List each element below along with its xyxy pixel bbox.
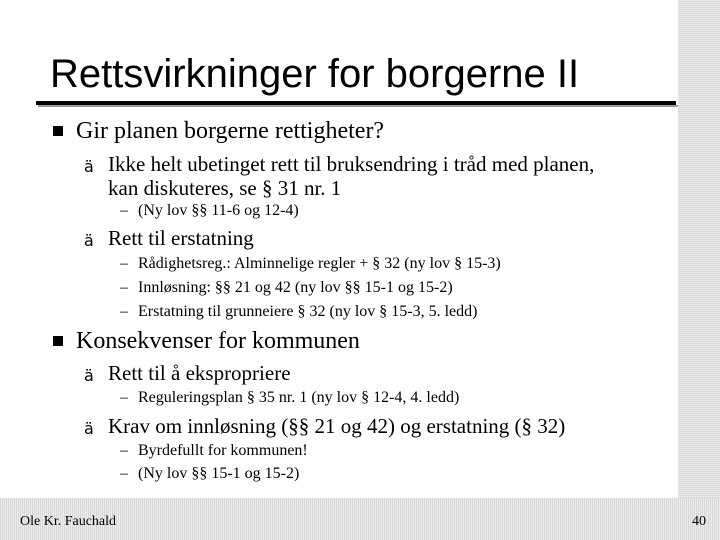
arrow-bullet-icon: ä	[84, 157, 94, 176]
bullet-rett-til-erstatning: Rett til erstatning	[108, 226, 254, 250]
page-number: 40	[692, 514, 706, 529]
bullet-rett-til-ekspropriere: Rett til å ekspropriere	[108, 361, 291, 385]
square-bullet-icon	[53, 336, 63, 346]
bullet-konsekvenser: Konsekvenser for kommunen	[76, 328, 360, 354]
sub-bullet-radighetsreg: Rådighetsreg.: Alminnelige regler + § 32 (ny lov § 15-3)	[138, 255, 501, 272]
bullet-gir-planen: Gir planen borgerne rettigheter?	[76, 118, 385, 144]
square-bullet-icon	[53, 126, 63, 136]
sub-bullet-innlosning: Innløsning: §§ 21 og 42 (ny lov §§ 15-1 og 15-2)	[138, 279, 453, 296]
slide-title: Rettsvirkninger for borgerne II	[50, 52, 580, 96]
arrow-bullet-icon: ä	[84, 231, 94, 250]
dash-bullet-icon: –	[120, 202, 128, 219]
arrow-bullet-icon: ä	[84, 366, 94, 385]
decorative-side-band	[678, 0, 720, 498]
dash-bullet-icon: –	[120, 389, 128, 406]
bullet-bruksendring-line2: kan diskuteres, se § 31 nr. 1	[108, 176, 342, 200]
sub-bullet-erstatning-grunneiere: Erstatning til grunneiere § 32 (ny lov § 15-3, 5. ledd)	[138, 303, 478, 320]
bullet-bruksendring-line1: Ikke helt ubetinget rett til bruksendring i tråd med planen,	[108, 152, 595, 176]
sub-bullet-ny-lov-11-6: (Ny lov §§ 11-6 og 12-4)	[138, 202, 299, 219]
dash-bullet-icon: –	[120, 303, 128, 320]
dash-bullet-icon: –	[120, 279, 128, 296]
bullet-krav-om-innlosning: Krav om innløsning (§§ 21 og 42) og erstatning (§ 32)	[108, 414, 566, 438]
dash-bullet-icon: –	[120, 255, 128, 272]
dash-bullet-icon: –	[120, 465, 128, 482]
dash-bullet-icon: –	[120, 442, 128, 459]
title-rule-shadow	[38, 105, 678, 107]
sub-bullet-ny-lov-15-1: (Ny lov §§ 15-1 og 15-2)	[138, 465, 300, 482]
sub-bullet-byrdefullt: Byrdefullt for kommunen!	[138, 442, 308, 459]
footer-author: Ole Kr. Fauchald	[20, 514, 117, 529]
title-rule	[36, 101, 676, 105]
arrow-bullet-icon: ä	[84, 419, 94, 438]
sub-bullet-reguleringsplan: Reguleringsplan § 35 nr. 1 (ny lov § 12-4, 4. ledd)	[138, 389, 460, 406]
